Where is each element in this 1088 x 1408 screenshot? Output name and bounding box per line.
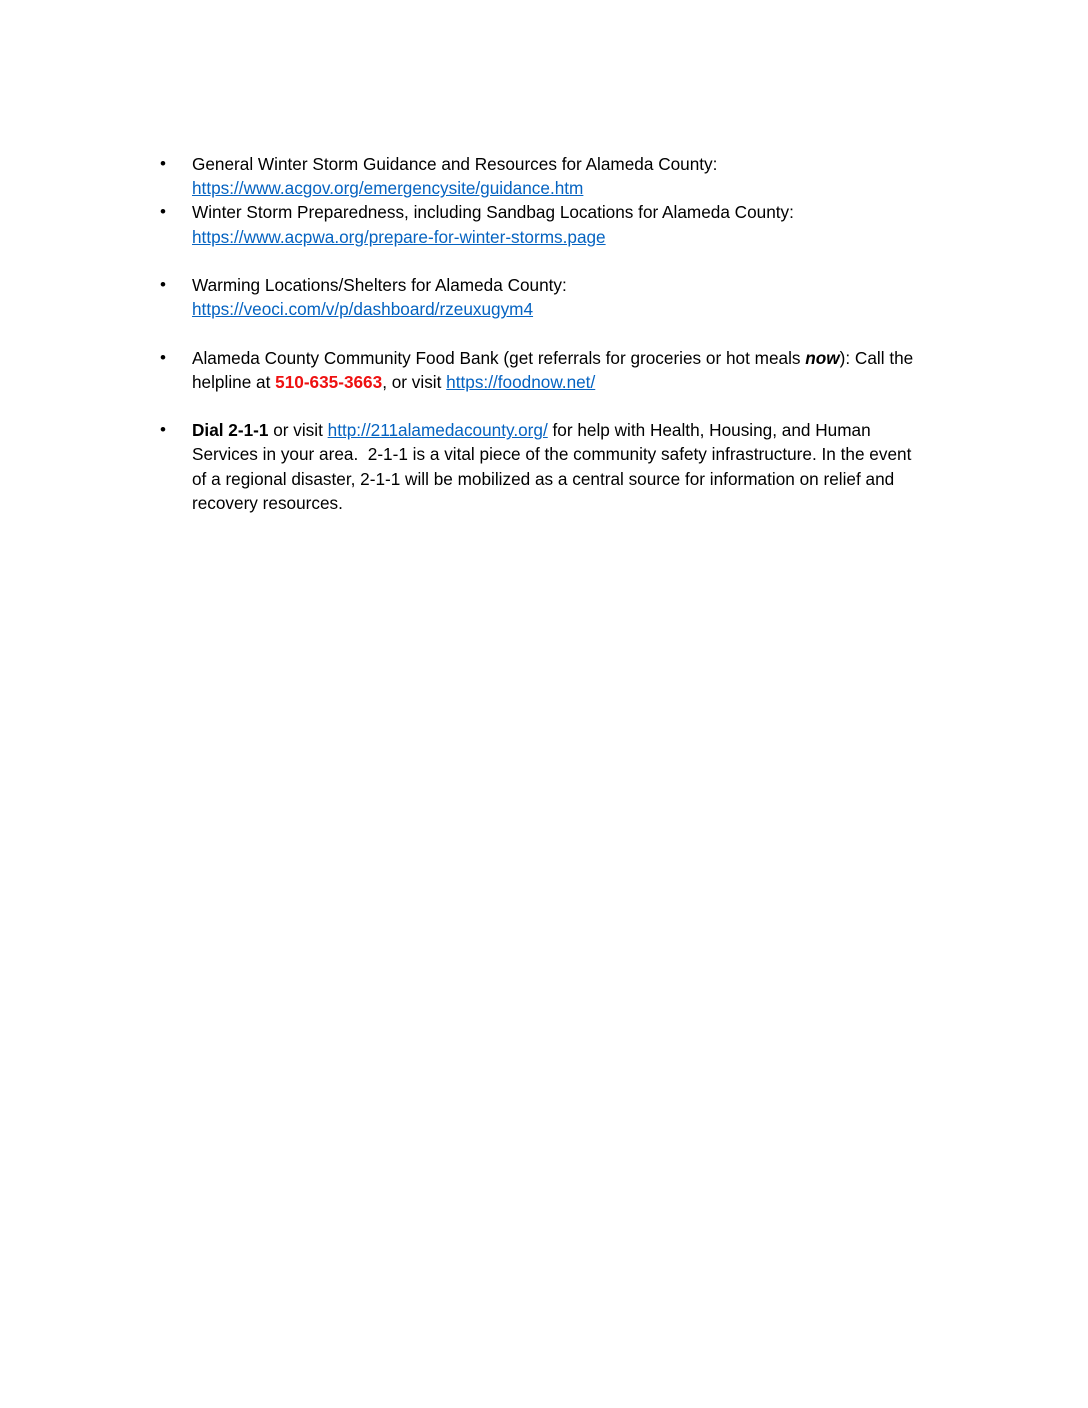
helpline-label: helpline at bbox=[192, 371, 276, 392]
item-text-line3: of a regional disaster, 2-1-1 will be mobilized as a central source for information on relief and bbox=[192, 468, 895, 489]
bullet-icon: • bbox=[160, 420, 166, 440]
item-text-line1 bbox=[192, 346, 960, 370]
warming-locations-link[interactable]: https://veoci.com/v/p/dashboard/rzeuxugym4 bbox=[192, 299, 534, 320]
visit-label: or visit bbox=[268, 420, 328, 441]
list-item-preparedness bbox=[160, 200, 960, 248]
foodnow-link[interactable]: https://foodnow.net/ bbox=[446, 371, 596, 392]
bullet-icon: • bbox=[160, 202, 166, 222]
alameda-211-link[interactable]: http://211alamedacounty.org/ bbox=[327, 420, 548, 441]
list-item-dial-211 bbox=[160, 418, 960, 515]
item-text: Warming Locations/Shelters for Alameda County: bbox=[192, 275, 567, 295]
food-bank-text-tail: ): Call the bbox=[839, 347, 914, 368]
helpline-phone: 510-635-3663 bbox=[275, 371, 383, 392]
preparedness-link[interactable]: https://www.acpwa.org/prepare-for-winter-storms.page bbox=[192, 226, 606, 247]
bullet-icon: • bbox=[160, 347, 166, 367]
list-item-general-guidance bbox=[160, 152, 960, 200]
list-item-food-bank bbox=[160, 346, 960, 394]
guidance-link[interactable]: https://www.acgov.org/emergencysite/guidance.htm bbox=[192, 178, 584, 199]
item-text: Winter Storm Preparedness, including Sandbag Locations for Alameda County: bbox=[192, 202, 794, 223]
now-emphasis: now bbox=[805, 347, 840, 368]
item-text-line2: Services in your area. 2-1-1 is a vital piece of the community safety infrastructure. In the event bbox=[192, 444, 912, 465]
resource-list bbox=[160, 152, 960, 515]
food-bank-text: Alameda County Community Food Bank (get referrals for groceries or hot meals bbox=[192, 347, 806, 368]
item-text-line4: recovery resources. bbox=[192, 492, 343, 513]
dial-211-lead: Dial 2-1-1 bbox=[192, 420, 269, 441]
bullet-icon: • bbox=[160, 154, 166, 173]
item-text: General Winter Storm Guidance and Resources for Alameda County: bbox=[192, 154, 718, 174]
help-text: for help with Health, Housing, and Human bbox=[547, 420, 871, 441]
item-text-line2 bbox=[192, 370, 960, 394]
bullet-icon: • bbox=[160, 275, 166, 294]
item-text-line1 bbox=[192, 418, 960, 442]
list-item-warming-locations bbox=[160, 273, 960, 321]
visit-label: , or visit bbox=[382, 371, 447, 392]
